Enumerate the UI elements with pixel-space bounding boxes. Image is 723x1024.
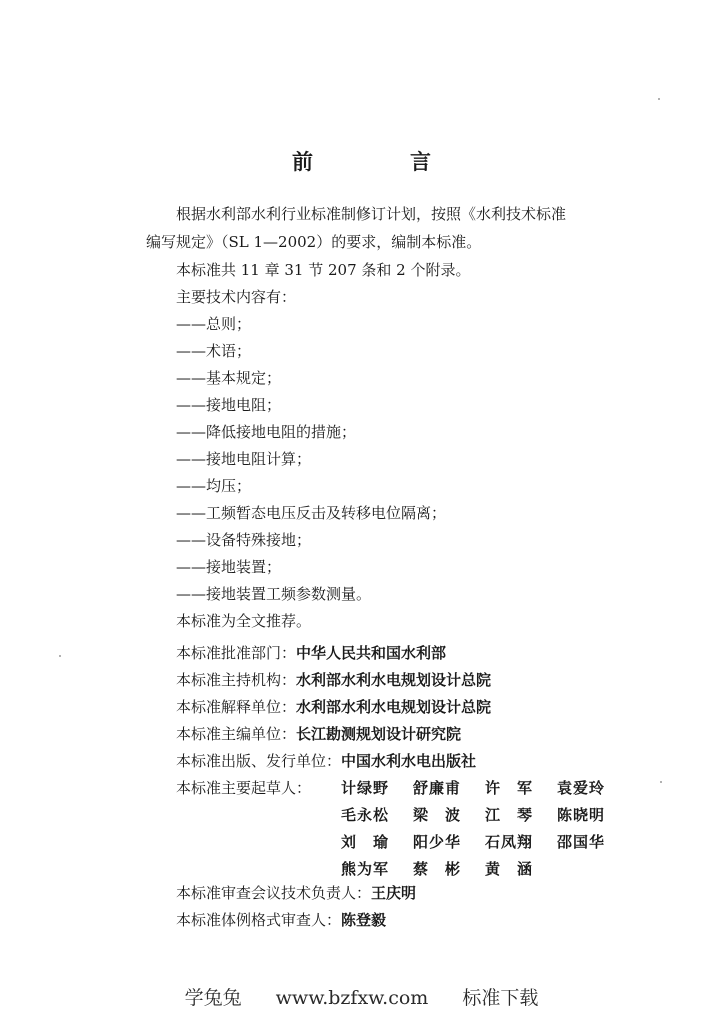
info-label: 本标准解释单位： [176, 698, 297, 716]
drafters-grid [0, 778, 723, 888]
format-reviewer-row [176, 910, 386, 930]
drafter-name: 邵国华 [557, 833, 606, 851]
info-label: 本标准体例格式审查人： [176, 911, 342, 929]
drafter-name: 计绿野 [341, 779, 390, 797]
drafter-name: 阳少华 [413, 833, 462, 851]
info-value: 长江勘测规划设计研究院 [296, 725, 462, 743]
list-item: ——总则； [176, 315, 252, 333]
info-value: 水利部水利水电规划设计总院 [296, 698, 492, 716]
drafter-name: 毛永松 [341, 806, 390, 824]
chief-editor-org-row [176, 724, 461, 744]
footer-slogan: 标准下载 [462, 987, 539, 1009]
drafter-name: 蔡 彬 [413, 860, 462, 878]
interpretation-org-row [176, 697, 491, 717]
host-org-row [176, 670, 491, 690]
drafters-label: 本标准主要起草人： [176, 779, 312, 797]
drafter-name: 梁 波 [413, 806, 462, 824]
scan-speck [59, 655, 61, 657]
main-content-heading: 主要技术内容有： [176, 288, 297, 306]
recommendation-text: 本标准为全文推荐。 [176, 612, 312, 630]
publisher-row [176, 751, 476, 771]
info-value: 陈登毅 [341, 911, 387, 929]
info-label: 本标准审查会议技术负责人： [176, 884, 372, 902]
info-label: 本标准出版、发行单位： [176, 752, 342, 770]
chapter-count-paragraph: 本标准共 11 章 31 节 207 条和 2 个附录。 [176, 261, 471, 279]
drafter-name: 江 琴 [485, 806, 534, 824]
list-item: ——均压； [176, 477, 252, 495]
page-title: 前 言 [292, 150, 469, 174]
list-item: ——工频暂态电压反击及转移电位隔离； [176, 504, 447, 522]
drafter-name: 黄 涵 [485, 860, 534, 878]
info-label: 本标准主编单位： [176, 725, 297, 743]
drafter-name: 舒廉甫 [413, 779, 462, 797]
info-label: 本标准批准部门： [176, 644, 297, 662]
drafter-name: 石凤翔 [485, 833, 534, 851]
info-value: 王庆明 [371, 884, 417, 902]
intro-paragraph-line-1: 根据水利部水利行业标准制修订计划，按照《水利技术标准 [176, 205, 567, 223]
info-value: 中国水利水电出版社 [341, 752, 477, 770]
list-item: ——接地装置工频参数测量。 [176, 585, 372, 603]
footer-site-name: 学兔兔 [184, 987, 242, 1009]
drafter-name: 陈晓明 [557, 806, 606, 824]
drafter-name: 熊为军 [341, 860, 390, 878]
list-item: ——降低接地电阻的措施； [176, 423, 357, 441]
list-item: ——术语； [176, 342, 252, 360]
review-chief-row [176, 883, 416, 903]
list-item: ——接地电阻计算； [176, 450, 312, 468]
footer-url: www.bzfxw.com [275, 987, 429, 1009]
approval-dept-row [176, 643, 446, 663]
scan-speck [658, 98, 660, 100]
scan-speck [660, 781, 662, 783]
drafter-name: 许 军 [485, 779, 534, 797]
footer-watermark [0, 983, 723, 1010]
intro-paragraph-line-2: 编写规定》（SL 1—2002）的要求，编制本标准。 [146, 233, 482, 251]
drafter-name: 刘 瑜 [341, 833, 390, 851]
list-item: ——接地电阻； [176, 396, 282, 414]
list-item: ——基本规定； [176, 369, 282, 387]
list-item: ——接地装置； [176, 558, 282, 576]
info-value: 水利部水利水电规划设计总院 [296, 671, 492, 689]
info-label: 本标准主持机构： [176, 671, 297, 689]
info-value: 中华人民共和国水利部 [296, 644, 447, 662]
drafter-name: 袁爱玲 [557, 779, 606, 797]
list-item: ——设备特殊接地； [176, 531, 312, 549]
